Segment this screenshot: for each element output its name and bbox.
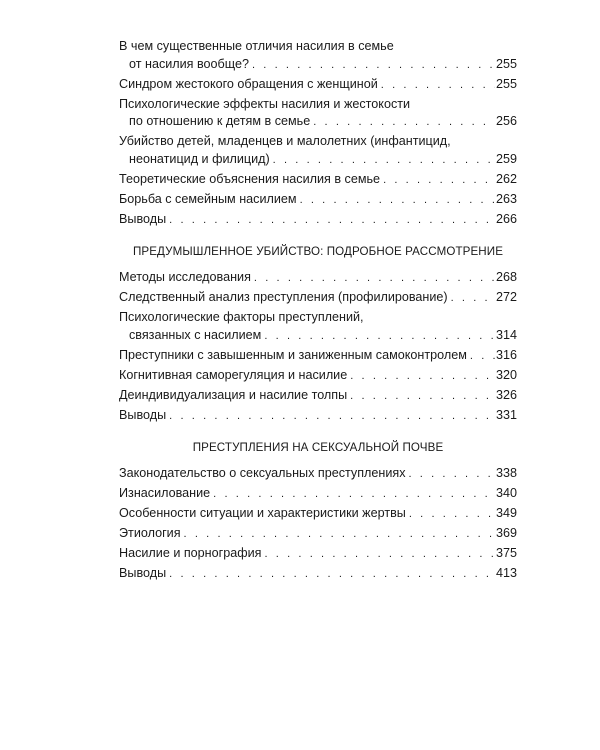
toc-entry-title-line1: В чем существенные отличия насилия в семье bbox=[119, 39, 394, 53]
dot-leader bbox=[264, 546, 495, 564]
toc-entry-title: Когнитивная саморегуляция и насилие bbox=[119, 367, 348, 382]
toc-entry-page: 272 bbox=[495, 290, 517, 305]
dot-leader bbox=[350, 368, 495, 386]
toc-entry-title: Этиология bbox=[119, 525, 181, 540]
toc-entry[interactable] bbox=[119, 171, 517, 190]
dot-leader bbox=[213, 486, 495, 504]
toc-entry-page: 349 bbox=[495, 505, 517, 520]
toc-entry-title: Выводы bbox=[119, 408, 167, 423]
toc-entry-page: 266 bbox=[495, 212, 517, 227]
dot-leader bbox=[184, 526, 495, 544]
toc-entry-title: связанных с насилием bbox=[129, 327, 262, 342]
dot-leader bbox=[383, 172, 495, 190]
toc-entry[interactable] bbox=[119, 407, 517, 426]
toc-entry[interactable] bbox=[119, 211, 517, 230]
toc-entry-title: Деиндивидуализация и насилие толпы bbox=[119, 388, 348, 402]
toc-entry[interactable] bbox=[119, 525, 517, 544]
toc-entry-title: Особенности ситуации и характеристики жертвы bbox=[119, 505, 406, 520]
toc-entry-title: Насилие и порнография bbox=[119, 546, 262, 561]
toc-entry-page: 255 bbox=[495, 76, 517, 91]
dot-leader bbox=[273, 152, 495, 170]
toc-entry-title: Преступники с завышенным и заниженным самоконтролем bbox=[119, 347, 467, 362]
dot-leader bbox=[313, 114, 495, 132]
toc-section-sexual-crimes bbox=[119, 465, 517, 584]
dot-leader bbox=[169, 212, 495, 230]
toc-entry[interactable] bbox=[119, 387, 517, 406]
toc-entry-page: 375 bbox=[495, 546, 517, 561]
dot-leader bbox=[300, 192, 495, 210]
toc-section-family-violence bbox=[119, 38, 517, 230]
dot-leader bbox=[169, 566, 495, 584]
toc-entry-page: 340 bbox=[495, 485, 517, 500]
toc-entry[interactable] bbox=[119, 191, 517, 210]
toc-entry-page: 263 bbox=[495, 192, 517, 207]
toc-entry-title-line1: Психологические эффекты насилия и жестокости bbox=[119, 96, 411, 111]
toc-entry-page: 320 bbox=[495, 367, 517, 382]
dot-leader bbox=[350, 388, 495, 406]
toc-entry[interactable] bbox=[119, 309, 517, 345]
toc-entry[interactable] bbox=[119, 289, 517, 308]
toc-entry-title-line1: Убийство детей, младенцев и малолетних (инфантицид, bbox=[119, 134, 451, 149]
toc-entry[interactable] bbox=[119, 76, 517, 95]
toc-entry-page: 314 bbox=[495, 327, 517, 342]
toc-entry[interactable] bbox=[119, 367, 517, 386]
section-heading: ПРЕСТУПЛЕНИЯ НА СЕКСУАЛЬНОЙ ПОЧВЕ bbox=[192, 440, 444, 454]
toc-entry[interactable] bbox=[119, 96, 517, 132]
toc-entry-title-line1: Психологические факторы преступлений, bbox=[119, 310, 364, 325]
toc-entry-page: 255 bbox=[495, 56, 517, 71]
toc-entry-page: 369 bbox=[495, 525, 517, 540]
toc-entry[interactable] bbox=[119, 545, 517, 564]
toc-entry-title: неонатицид и филицид) bbox=[129, 152, 270, 167]
toc-section-homicide bbox=[119, 269, 517, 426]
toc-entry-title: по отношению к детям в семье bbox=[129, 114, 311, 129]
toc-entry-page: 316 bbox=[495, 347, 517, 362]
toc-entry-title: Изнасилование bbox=[119, 485, 211, 500]
toc-entry[interactable] bbox=[119, 505, 517, 524]
table-of-contents bbox=[119, 38, 517, 592]
dot-leader bbox=[409, 506, 495, 524]
toc-entry[interactable] bbox=[119, 38, 517, 74]
toc-entry[interactable] bbox=[119, 347, 517, 366]
toc-entry-title: от насилия вообще? bbox=[129, 56, 249, 71]
toc-entry-page: 326 bbox=[495, 388, 517, 402]
toc-entry-page: 338 bbox=[495, 465, 517, 480]
dot-leader bbox=[409, 466, 495, 484]
dot-leader bbox=[169, 408, 495, 426]
toc-entry-title: Законодательство о сексуальных преступлениях bbox=[119, 465, 406, 480]
dot-leader bbox=[470, 348, 495, 366]
dot-leader bbox=[381, 77, 495, 95]
toc-entry-title: Методы исследования bbox=[119, 269, 251, 284]
toc-entry[interactable] bbox=[119, 485, 517, 504]
toc-entry-title: Выводы bbox=[119, 566, 167, 581]
toc-entry[interactable] bbox=[119, 269, 517, 288]
toc-entry-page: 268 bbox=[495, 269, 517, 284]
toc-entry-page: 262 bbox=[495, 172, 517, 187]
toc-entry-page: 256 bbox=[495, 114, 517, 129]
dot-leader bbox=[252, 57, 495, 75]
toc-entry[interactable] bbox=[119, 565, 517, 584]
toc-entry-title: Борьба с семейным насилием bbox=[119, 192, 297, 207]
toc-entry-page: 413 bbox=[495, 566, 517, 581]
toc-entry[interactable] bbox=[119, 133, 517, 169]
toc-entry-title: Синдром жестокого обращения с женщиной bbox=[119, 76, 378, 91]
toc-entry-title: Следственный анализ преступления (профилирование) bbox=[119, 290, 448, 305]
dot-leader bbox=[254, 270, 495, 288]
dot-leader bbox=[451, 290, 495, 308]
toc-entry-page: 259 bbox=[495, 152, 517, 167]
dot-leader bbox=[264, 328, 495, 346]
toc-entry[interactable] bbox=[119, 465, 517, 484]
toc-entry-page: 331 bbox=[495, 408, 517, 423]
section-heading: ПРЕДУМЫШЛЕННОЕ УБИЙСТВО: ПОДРОБНОЕ РАССМОТРЕНИЕ bbox=[132, 244, 504, 258]
toc-entry-title: Выводы bbox=[119, 212, 167, 227]
toc-entry-title: Теоретические объяснения насилия в семье bbox=[119, 172, 381, 187]
